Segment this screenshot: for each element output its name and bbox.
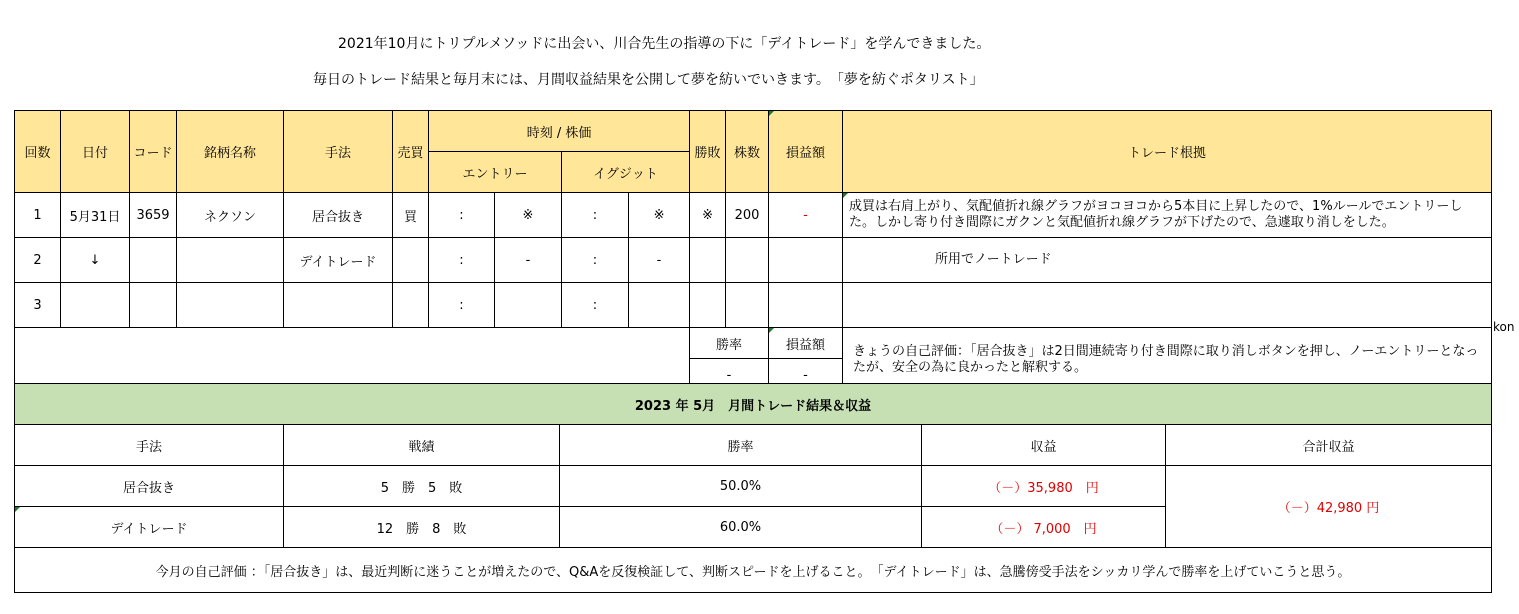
monthly-record: 5 勝 5 敗 — [284, 466, 560, 507]
cell-code: 3659 — [130, 193, 177, 238]
cell-method — [284, 283, 393, 328]
cell-shares: 200 — [726, 193, 769, 238]
cell-num: 3 — [15, 283, 61, 328]
intro-line-2: 毎日のトレード結果と毎月末には、月間収益結果を公開して夢を紡いでいきます。 「夢を紡ぐポタリスト」 — [313, 72, 984, 88]
cell-pnl — [769, 283, 843, 328]
cell-reason: 所用でノートレード — [843, 238, 1492, 283]
header-num: 回数 — [15, 111, 61, 193]
monthly-title: 2023 年 5月 月間トレード結果＆収益 — [15, 384, 1492, 425]
header-exit: イグジット — [562, 152, 690, 193]
summary-pnl-value: - — [769, 359, 843, 392]
monthly-profit: （－）35,980 円 — [922, 466, 1166, 507]
monthly-header-method: 手法 — [15, 425, 284, 466]
cell-side: 買 — [393, 193, 429, 238]
cell-shares — [726, 238, 769, 283]
cell-side — [393, 283, 429, 328]
daily-self-eval: きょうの自己評価：「居合抜き」は2日間連続寄り付き間際に取り消しボタンを押し、ノーエントリーとなったが、安全の為に良かったと解釈する。 — [843, 328, 1492, 392]
cell-date — [61, 283, 130, 328]
trade-row — [15, 283, 1492, 328]
cell-date: ↓ — [61, 238, 130, 283]
header-code: コード — [130, 111, 177, 193]
cell-exit-price: ※ — [629, 193, 690, 238]
monthly-profit: （－） 7,000 円 — [922, 507, 1166, 548]
cell-exit-time: : — [562, 283, 629, 328]
monthly-win-rate: 60.0% — [560, 507, 922, 548]
monthly-total-profit: （－）42,980 円 — [1166, 466, 1492, 548]
summary-pnl-label: 損益額 — [769, 328, 843, 359]
header-time-price: 時刻 / 株価 — [429, 111, 690, 152]
cell-code — [130, 238, 177, 283]
monthly-method: デイトレード — [15, 507, 284, 548]
cell-entry-price — [495, 283, 562, 328]
header-entry: エントリー — [429, 152, 562, 193]
cell-pnl — [769, 238, 843, 283]
header-side: 売買 — [393, 111, 429, 193]
monthly-summary-table — [14, 383, 1492, 593]
cell-exit-price — [629, 283, 690, 328]
monthly-header-win-rate: 勝率 — [560, 425, 922, 466]
cell-code — [130, 283, 177, 328]
trade-row — [15, 238, 1492, 283]
cell-reason: 成買は右肩上がり、気配値折れ線グラフがヨコヨコから5本目に上昇したので、1%ルールでエントリーした。しかし寄り付き間際にガクンと気配値折れ線グラフが下げたので、急遽取り消しをした。 — [843, 193, 1492, 238]
cell-shares — [726, 283, 769, 328]
header-date: 日付 — [61, 111, 130, 193]
cell-entry-time: : — [429, 283, 495, 328]
monthly-header-profit: 収益 — [922, 425, 1166, 466]
header-pnl: 損益額 — [769, 111, 843, 193]
cell-result — [690, 283, 726, 328]
cell-entry-time: : — [429, 193, 495, 238]
cell-result: ※ — [690, 193, 726, 238]
header-method: 手法 — [284, 111, 393, 193]
cell-method: デイトレード — [284, 238, 393, 283]
header-reason: トレード根拠 — [843, 111, 1492, 193]
cell-pnl: - — [769, 193, 843, 238]
monthly-self-eval: 今月の自己評価 ：「居合抜き」は、最近判断に迷うことが増えたので、Q&Aを反復検証して、判断スピードを上げること。 「デイトレード」は、急騰傍受手法をシッカリ学んで勝率を上げていこうと思う。 — [15, 548, 1492, 593]
cell-num: 2 — [15, 238, 61, 283]
cell-result — [690, 238, 726, 283]
summary-win-rate-label: 勝率 — [690, 328, 769, 359]
monthly-win-rate: 50.0% — [560, 466, 922, 507]
cell-exit-time: : — [562, 193, 629, 238]
cell-name: ネクソン — [177, 193, 284, 238]
monthly-header-record: 戦績 — [284, 425, 560, 466]
summary-win-rate-value: - — [690, 359, 769, 392]
daily-trade-table — [14, 110, 1492, 392]
cell-method: 居合抜き — [284, 193, 393, 238]
cell-entry-price: - — [495, 238, 562, 283]
cell-date: 5月31日 — [61, 193, 130, 238]
cell-exit-price: - — [629, 238, 690, 283]
header-shares: 株数 — [726, 111, 769, 193]
monthly-row — [15, 466, 1492, 507]
cell-entry-time: : — [429, 238, 495, 283]
cell-num: 1 — [15, 193, 61, 238]
cell-reason — [843, 283, 1492, 328]
monthly-method: 居合抜き — [15, 466, 284, 507]
monthly-record: 12 勝 8 敗 — [284, 507, 560, 548]
trade-row — [15, 193, 1492, 238]
monthly-header-total: 合計収益 — [1166, 425, 1492, 466]
side-note: kon — [1493, 320, 1515, 334]
header-win-loss: 勝敗 — [690, 111, 726, 193]
cell-entry-price: ※ — [495, 193, 562, 238]
cell-exit-time: : — [562, 238, 629, 283]
cell-name — [177, 283, 284, 328]
cell-side — [393, 238, 429, 283]
header-name: 銘柄名称 — [177, 111, 284, 193]
cell-name — [177, 238, 284, 283]
intro-line-1: 2021年10月にトリプルメソッドに出会い、川合先生の指導の下に「デイトレード」を学んできました。 — [338, 36, 991, 52]
